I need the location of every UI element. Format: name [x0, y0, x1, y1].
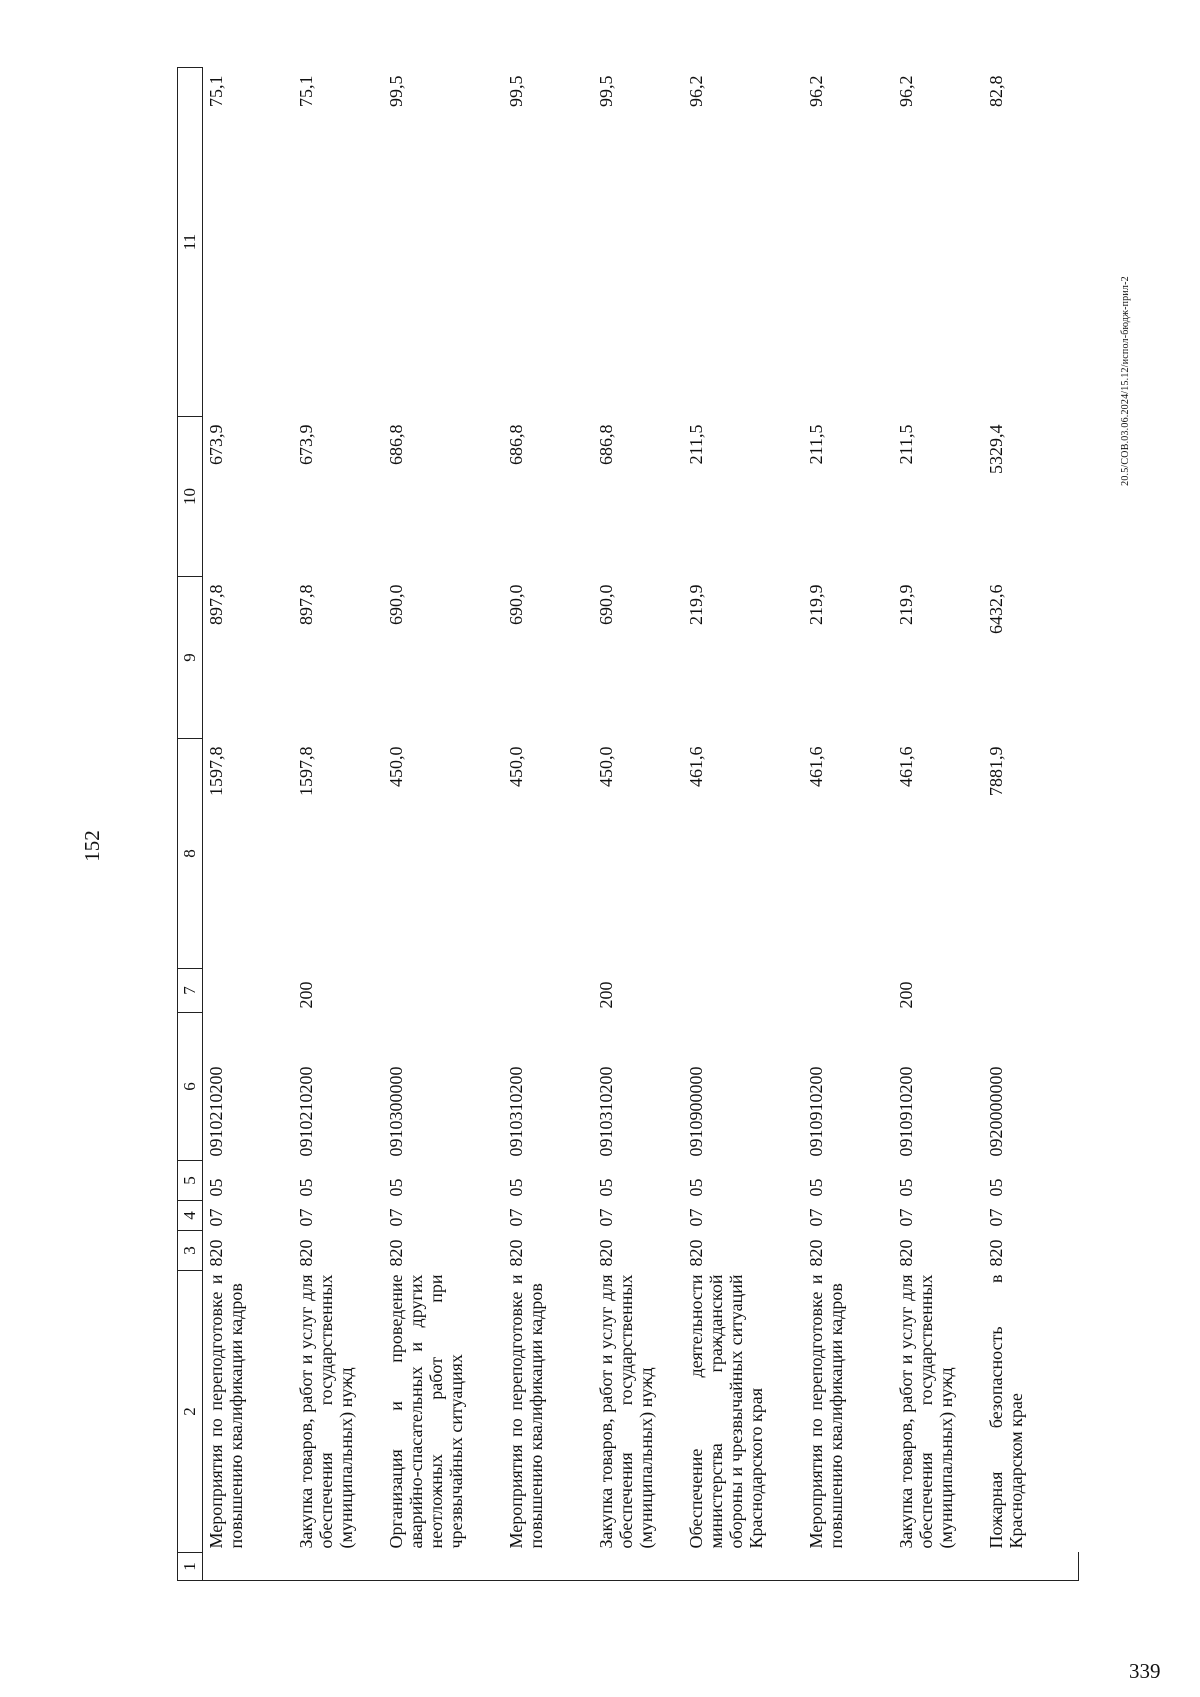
- target-article-code: 0920000000: [985, 1066, 1006, 1157]
- table-row: [293, 68, 383, 1581]
- subsection-code: 05: [206, 1178, 226, 1197]
- row-number: [803, 1553, 893, 1581]
- approved-amount: 897,8: [295, 584, 316, 625]
- table-row: [893, 68, 983, 1581]
- page-number: 152: [80, 830, 104, 862]
- row-number: [593, 1553, 683, 1581]
- planned-amount: 461,6: [895, 746, 916, 787]
- expense-type-code: [383, 969, 503, 1013]
- executed-amount: 686,8: [505, 424, 526, 465]
- column-header: 7: [178, 969, 203, 1013]
- section-code: 07: [505, 1208, 526, 1227]
- approved-amount: 219,9: [895, 584, 916, 625]
- ministry-code: 820: [805, 1239, 826, 1267]
- row-number: [293, 1553, 383, 1581]
- column-header: 5: [178, 1161, 203, 1201]
- expense-type-code: 200: [595, 981, 616, 1009]
- column-header: 4: [178, 1201, 203, 1231]
- planned-amount: 450,0: [385, 746, 406, 787]
- row-number: [203, 1553, 293, 1581]
- expense-type-code: [683, 969, 803, 1013]
- column-header: 2: [178, 1271, 203, 1553]
- expense-type-code: [203, 969, 293, 1013]
- budget-table-rotated: [177, 68, 1079, 1581]
- executed-amount: 673,9: [295, 424, 316, 465]
- target-article-code: 0910310200: [595, 1066, 616, 1157]
- subsection-code: 05: [295, 1178, 316, 1197]
- subsection-code: 05: [685, 1178, 706, 1197]
- table-row: [593, 68, 683, 1581]
- section-code: 07: [385, 1208, 406, 1227]
- section-code: 07: [805, 1208, 826, 1227]
- subsection-code: 05: [385, 1178, 406, 1197]
- column-header: 8: [178, 739, 203, 969]
- document-id-footer: 20.5/СОВ.03.06.2024/15.12/испол-бюдж-прил-2: [1120, 276, 1131, 486]
- target-article-code: 0910910200: [895, 1066, 916, 1157]
- ministry-code: 820: [385, 1239, 406, 1267]
- item-name: Закупка товаров, работ и услуг для обеспечения государственных (муниципальных) нужд: [595, 1274, 657, 1549]
- execution-percent: 75,1: [206, 75, 226, 107]
- target-article-code: 0910910200: [805, 1066, 826, 1157]
- executed-amount: 211,5: [895, 424, 916, 465]
- expense-type-code: [503, 969, 593, 1013]
- item-name: Организация и проведение аварийно-спасательных и других неотложных работ при чрезвычайных ситуациях: [385, 1274, 467, 1549]
- execution-percent: 96,2: [685, 75, 706, 107]
- planned-amount: 450,0: [505, 746, 526, 787]
- executed-amount: 211,5: [685, 424, 706, 465]
- approved-amount: 6432,6: [985, 584, 1006, 634]
- approved-amount: 897,8: [206, 584, 226, 625]
- budget-table: [177, 67, 1079, 1581]
- target-article-code: 0910300000: [385, 1066, 406, 1157]
- ministry-code: 820: [895, 1239, 916, 1267]
- section-code: 07: [895, 1208, 916, 1227]
- row-number: [683, 1553, 803, 1581]
- execution-percent: 99,5: [595, 75, 616, 107]
- planned-amount: 461,6: [685, 746, 706, 787]
- subsection-code: 05: [505, 1178, 526, 1197]
- row-number: [383, 1553, 503, 1581]
- target-article-code: 0910210200: [295, 1066, 316, 1157]
- table-row: [983, 68, 1079, 1581]
- header-row: [178, 68, 203, 1581]
- ministry-code: 820: [595, 1239, 616, 1267]
- target-article-code: 0910900000: [685, 1066, 706, 1157]
- subsection-code: 05: [895, 1178, 916, 1197]
- executed-amount: 211,5: [805, 424, 826, 465]
- ministry-code: 820: [985, 1239, 1006, 1267]
- approved-amount: 690,0: [595, 584, 616, 625]
- approved-amount: 690,0: [385, 584, 406, 625]
- column-header: 3: [178, 1231, 203, 1271]
- approved-amount: 219,9: [805, 584, 826, 625]
- approved-amount: 219,9: [685, 584, 706, 625]
- executed-amount: 686,8: [595, 424, 616, 465]
- execution-percent: 99,5: [505, 75, 526, 107]
- execution-percent: 96,2: [805, 75, 826, 107]
- planned-amount: 1597,8: [206, 746, 226, 796]
- subsection-code: 05: [985, 1178, 1006, 1197]
- section-code: 07: [295, 1208, 316, 1227]
- execution-percent: 99,5: [385, 75, 406, 107]
- section-code: 07: [985, 1208, 1006, 1227]
- ministry-code: 820: [505, 1239, 526, 1267]
- column-header: 1: [178, 1553, 203, 1581]
- row-number: [983, 1553, 1079, 1581]
- executed-amount: 5329,4: [985, 424, 1006, 474]
- expense-type-code: 200: [295, 981, 316, 1009]
- table-row: [203, 68, 293, 1581]
- item-name: Обеспечение деятельности министерства гражданской обороны и чрезвычайных ситуаций Краснодарского края: [685, 1274, 767, 1549]
- planned-amount: 450,0: [595, 746, 616, 787]
- sheet-number: 339: [1129, 1659, 1161, 1683]
- item-name: Закупка товаров, работ и услуг для обеспечения государственных (муниципальных) нужд: [895, 1274, 957, 1549]
- expense-type-code: 200: [895, 981, 916, 1009]
- table-row: [803, 68, 893, 1581]
- target-article-code: 0910310200: [505, 1066, 526, 1157]
- ministry-code: 820: [295, 1239, 316, 1267]
- expense-type-code: [983, 969, 1079, 1013]
- ministry-code: 820: [206, 1239, 226, 1267]
- planned-amount: 461,6: [805, 746, 826, 787]
- column-header: 6: [178, 1013, 203, 1161]
- row-number: [503, 1553, 593, 1581]
- section-code: 07: [685, 1208, 706, 1227]
- execution-percent: 75,1: [295, 75, 316, 107]
- subsection-code: 05: [595, 1178, 616, 1197]
- item-name: Закупка товаров, работ и услуг для обеспечения государственных (муниципальных) нужд: [295, 1274, 357, 1549]
- executed-amount: 673,9: [206, 424, 226, 465]
- ministry-code: 820: [685, 1239, 706, 1267]
- execution-percent: 82,8: [985, 75, 1006, 107]
- item-name: Пожарная безопасность в Краснодарском крае: [985, 1274, 1026, 1549]
- planned-amount: 1597,8: [295, 746, 316, 796]
- column-header: 11: [178, 68, 203, 417]
- subsection-code: 05: [805, 1178, 826, 1197]
- table-row: [683, 68, 803, 1581]
- table-row: [503, 68, 593, 1581]
- item-name: Мероприятия по переподготовке и повышению квалификации кадров: [805, 1274, 846, 1549]
- expense-type-code: [803, 969, 893, 1013]
- column-header: 10: [178, 417, 203, 577]
- planned-amount: 7881,9: [985, 746, 1006, 796]
- section-code: 07: [206, 1208, 226, 1227]
- execution-percent: 96,2: [895, 75, 916, 107]
- item-name: Мероприятия по переподготовке и повышению квалификации кадров: [505, 1274, 546, 1549]
- approved-amount: 690,0: [505, 584, 526, 625]
- target-article-code: 0910210200: [206, 1066, 226, 1157]
- executed-amount: 686,8: [385, 424, 406, 465]
- item-name: Мероприятия по переподготовке и повышению квалификации кадров: [206, 1274, 247, 1549]
- table-row: [383, 68, 503, 1581]
- section-code: 07: [595, 1208, 616, 1227]
- row-number: [893, 1553, 983, 1581]
- column-header: 9: [178, 577, 203, 739]
